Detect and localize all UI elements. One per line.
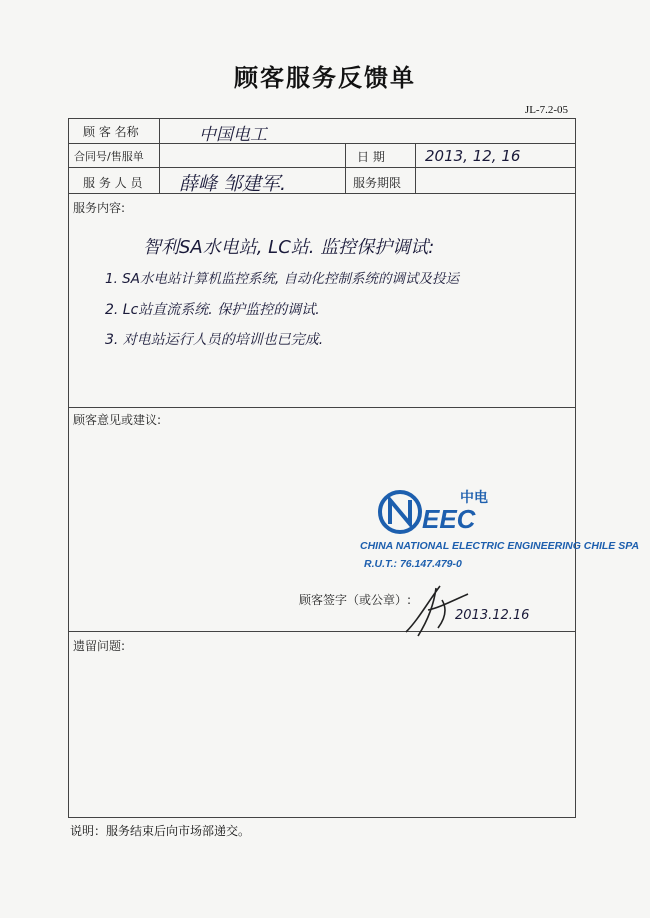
customer-name-value: 中国电工	[199, 125, 267, 145]
row-divider	[69, 407, 575, 408]
stamp-rut: R.U.T.: 76.147.479-0	[364, 558, 462, 570]
column-divider	[159, 119, 160, 193]
service-staff-label: 服 务 人 员	[83, 176, 143, 190]
row-divider	[69, 143, 575, 144]
service-item-1: 1. SA水电站计算机监控系统, 自动化控制系统的调试及投运	[105, 271, 460, 287]
service-item-3: 3. 对电站运行人员的培训也已完成.	[105, 332, 324, 348]
customer-opinion-label: 顾客意见或建议:	[73, 413, 162, 427]
customer-name-label: 顾 客 名称	[83, 125, 139, 139]
date-label: 日 期	[357, 150, 385, 164]
service-content-label: 服务内容:	[73, 201, 126, 215]
stamp-cn-text: 中电	[460, 490, 488, 506]
row-divider	[69, 193, 575, 194]
footer-note: 说明：服务结束后向市场部递交。	[70, 824, 251, 838]
feedback-form-table	[68, 118, 576, 818]
row-divider	[69, 631, 575, 632]
company-stamp	[360, 484, 640, 574]
customer-signature-label: 顾客签字（或公章）:	[299, 593, 412, 607]
stamp-company-name: CHINA NATIONAL ELECTRIC ENGINEERING CHILE SPA	[360, 540, 640, 552]
remaining-issues-label: 遗留问题:	[73, 639, 126, 653]
signature-date: 2013.12.16	[455, 608, 530, 623]
service-item-2: 2. Lc站直流系统. 保护监控的调试.	[105, 302, 320, 318]
stamp-logo-text: EEC	[422, 504, 476, 534]
column-divider	[345, 143, 346, 193]
contract-number-label: 合同号/售服单	[74, 150, 144, 163]
row-divider	[69, 167, 575, 168]
service-staff-value: 薛峰 邹建军.	[179, 173, 287, 195]
company-logo-icon	[360, 484, 575, 540]
column-divider	[415, 143, 416, 193]
page-title: 顾客服务反馈单	[234, 64, 416, 92]
service-period-label: 服务期限	[353, 176, 402, 190]
service-content-heading: 智利SA水电站, LC站. 监控保护调试:	[143, 237, 435, 258]
document-code: JL-7.2-05	[524, 104, 568, 116]
date-value: 2013, 12, 16	[425, 147, 521, 165]
